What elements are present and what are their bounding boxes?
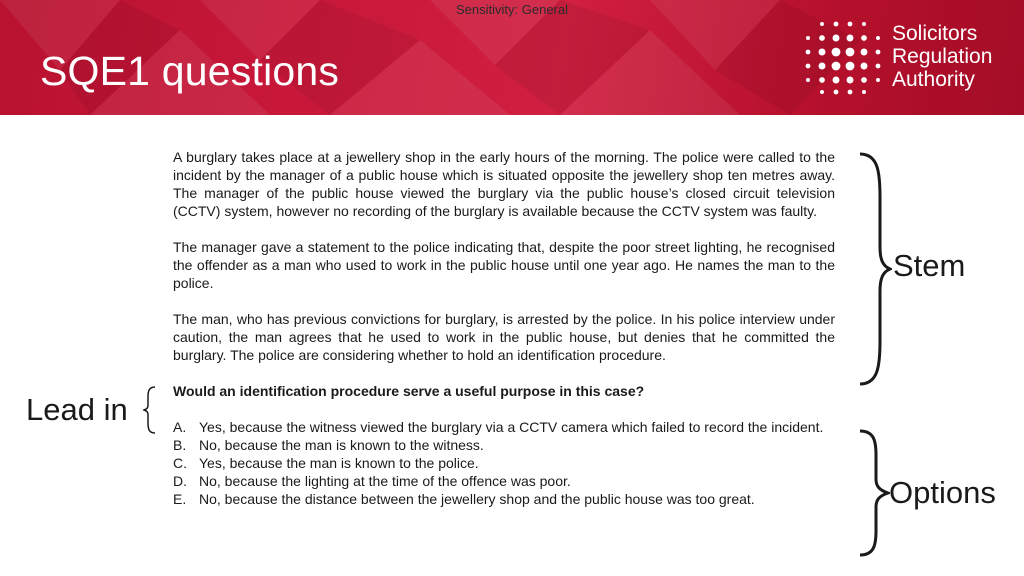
header-banner [0,0,1024,115]
option-text: No, because the lighting at the time of the offence was poor. [199,473,571,489]
options-label: Options [889,475,996,510]
logo-line-2: Regulation [892,45,993,68]
option-d [173,472,835,490]
option-a [173,418,835,436]
sensitivity-label: Sensitivity: General [456,2,568,17]
option-text: Yes, because the witness viewed the burglary via a CCTV camera which failed to record the incident. [199,419,824,435]
lead-in-brace-icon [143,386,157,434]
lead-in-label: Lead in [26,392,128,427]
option-text: Yes, because the man is known to the police. [199,455,479,471]
stem-brace-icon [858,152,892,386]
stem-paragraph-2: The manager gave a statement to the police indicating that, despite the poor street lighting, he recognised the offender as a man who used to work in the public house until one year ago. He names the man to the police. [173,239,835,291]
option-letter: B. [173,437,187,453]
option-letter: D. [173,473,187,489]
sra-logo [802,18,1002,96]
stem-paragraph-3: The man, who has previous convictions for burglary, is arrested by the police. In his police interview under caution, the man agrees that he used to work in the public house, but denies that he committed the burglary. The police are considering whether to hold an identification procedure. [173,311,835,363]
option-letter: A. [173,419,187,435]
logo-line-1: Solicitors [892,22,978,45]
option-b [173,436,835,454]
lead-in-question: Would an identification procedure serve a useful purpose in this case? [173,383,645,399]
logo-line-3: Authority [892,68,975,91]
sra-logo-text [892,22,992,91]
page-title: SQE1 questions [40,48,340,94]
stem-label: Stem [893,248,966,283]
stem-paragraph-1: A burglary takes place at a jewellery shop in the early hours of the morning. The police were called to the incident by the manager of a public house which is situated opposite the jewellery shop ten metres away. The manager of the public house viewed the burglary via the public house’s closed circuit television (CCTV) system, however no recording of the burglary is available because the CCTV system was faulty. [173,149,835,219]
option-letter: E. [173,491,187,507]
option-e [173,490,835,508]
option-letter: C. [173,455,187,471]
options-brace-icon [858,429,890,557]
option-text: No, because the man is known to the witness. [199,437,484,453]
option-text: No, because the distance between the jewellery shop and the public house was too great. [199,491,755,507]
answer-options [173,418,835,508]
question-body [173,148,835,508]
sra-logo-dots-icon [802,18,884,96]
option-c [173,454,835,472]
